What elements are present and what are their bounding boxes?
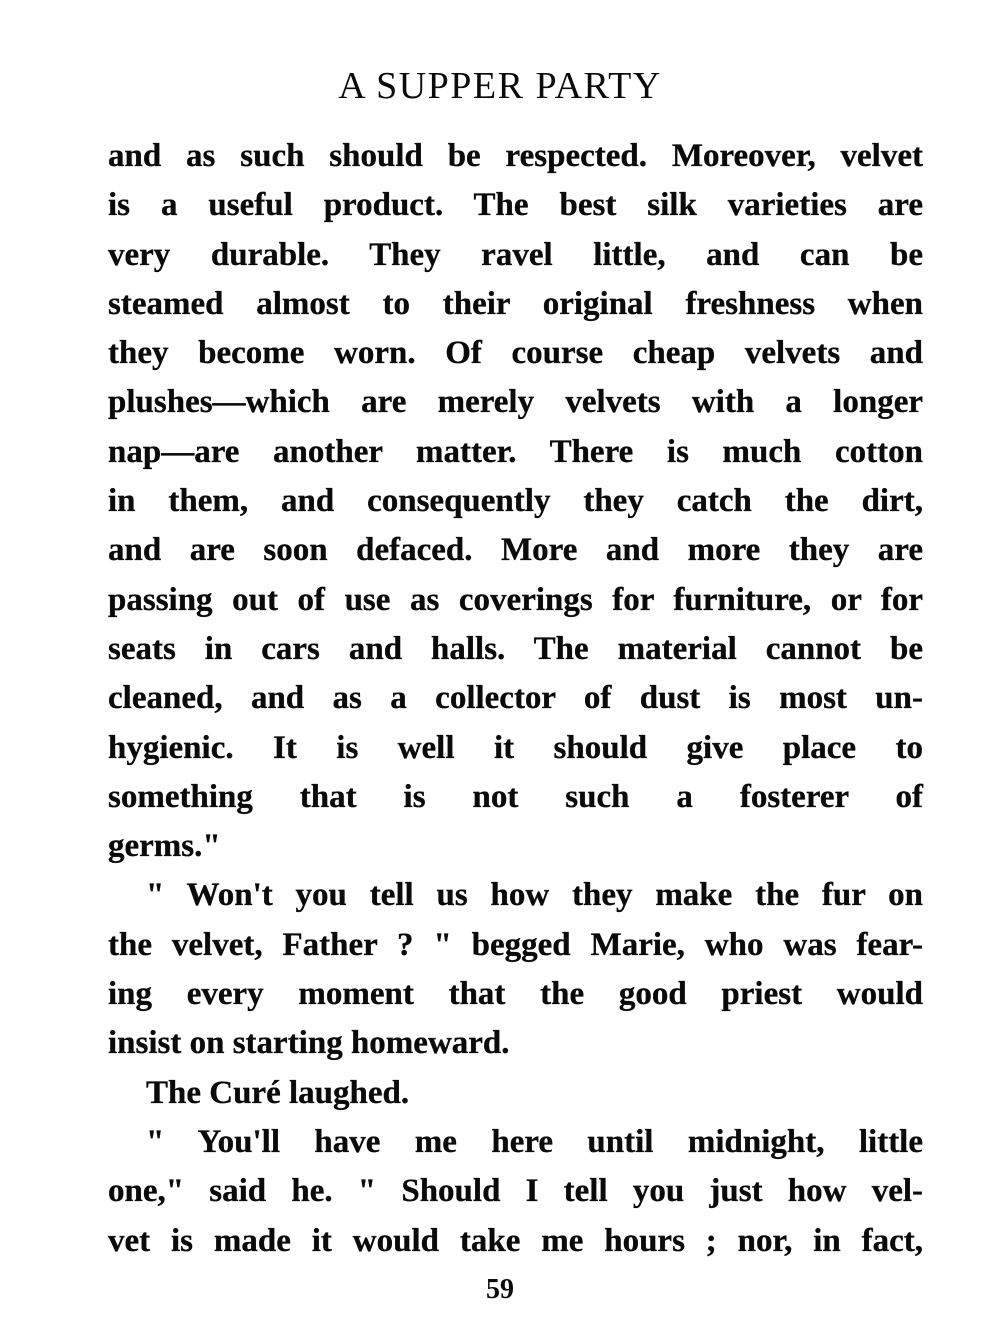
text-line: something that is not such a fosterer of	[108, 778, 923, 815]
text-line: germs."	[108, 828, 221, 865]
text-line: and are soon defaced. More and more they are	[108, 532, 923, 569]
text-line: insist on starting homeward.	[108, 1025, 510, 1062]
text-line: steamed almost to their original freshness when	[108, 285, 923, 322]
text-line: " You'll have me here until midnight, little	[146, 1123, 923, 1160]
text-line: and as such should be respected. Moreover, velvet	[108, 138, 923, 174]
text-line: plushes—which are merely velvets with a longer	[108, 384, 923, 421]
text-line: seats in cars and halls. The material cannot be	[108, 630, 923, 667]
running-head: A SUPPER PARTY	[338, 65, 662, 107]
text-line: nap—are another matter. There is much cotton	[108, 433, 923, 470]
text-line: in them, and consequently they catch the dirt,	[108, 483, 923, 520]
text-line: " Won't you tell us how they make the fur on	[146, 877, 923, 914]
text-line: very durable. They ravel little, and can be	[108, 236, 923, 273]
text-line: they become worn. Of course cheap velvets and	[108, 335, 923, 372]
body-text	[108, 132, 923, 1266]
text-line: ing every moment that the good priest would	[108, 976, 923, 1013]
text-line: cleaned, and as a collector of dust is most un-	[108, 680, 923, 717]
text-line: one," said he. " Should I tell you just how vel-	[108, 1173, 923, 1210]
text-line: vet is made it would take me hours ; nor, in fact,	[108, 1222, 923, 1259]
text-line: The Curé laughed.	[146, 1074, 410, 1111]
text-line: passing out of use as coverings for furniture, or for	[108, 581, 923, 618]
text-line: the velvet, Father ? " begged Marie, who was fear-	[108, 926, 923, 963]
text-line: hygienic. It is well it should give place to	[108, 729, 923, 766]
page-number: 59	[486, 1274, 514, 1305]
text-line: is a useful product. The best silk varieties are	[108, 187, 923, 224]
